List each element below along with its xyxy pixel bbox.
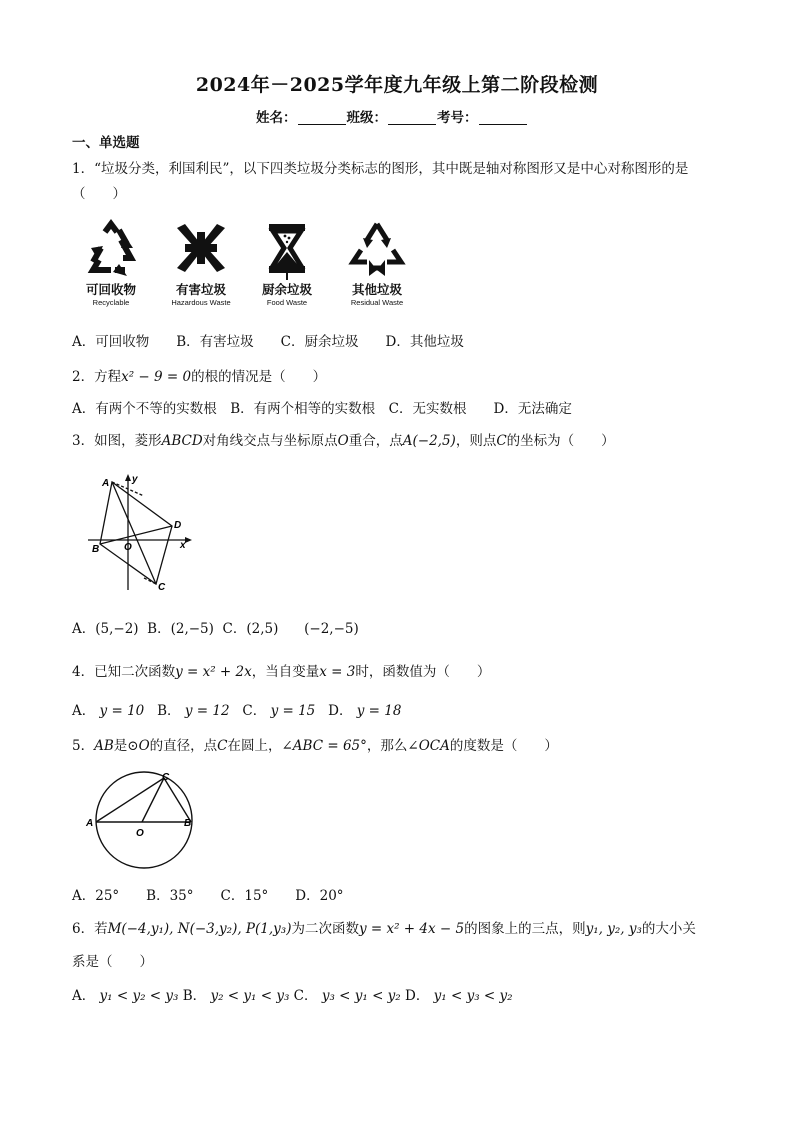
q1-icon-food	[252, 218, 322, 307]
q5-stem-text: 5．	[72, 738, 95, 754]
q5-stem	[72, 734, 558, 754]
q6-stem-cont: 系是（ ）	[72, 954, 153, 970]
q3-option-value: (2,−5)	[170, 621, 214, 637]
q2-options: A．有两个不等的实数根 B．有两个相等的实数根 C．无实数根 D．无法确定	[72, 401, 572, 417]
q3-option-letter: B．	[147, 621, 171, 637]
class-blank	[388, 110, 436, 125]
q3-point-a: A(−2,5)	[402, 433, 456, 449]
q4-option-value: y = 10	[99, 703, 145, 719]
q6-option-value: y₃ < y₁ < y₂	[321, 988, 401, 1004]
q3-rhombus-figure	[84, 468, 194, 593]
q1-stem-paren: （ ）	[72, 186, 126, 202]
q5-stem-text: 的度数是（ ）	[449, 738, 558, 754]
q3-stem	[72, 429, 615, 449]
q5-stem-text: 的直径，点	[149, 738, 218, 754]
q3-label-d: D	[174, 520, 182, 531]
q4-option-letter: C．	[242, 703, 267, 719]
exam-no-blank	[479, 110, 527, 125]
q1-icon-hazardous	[166, 218, 236, 307]
q1-icon-cn-label: 厨余垃圾	[261, 282, 312, 297]
q6-y-values: y₁, y₂, y₃	[585, 921, 642, 937]
q6-stem	[72, 917, 696, 937]
q5-label-c: C	[162, 772, 170, 783]
q3-label-o: O	[124, 542, 132, 553]
q1-icon-cn-label: 其他垃圾	[351, 282, 402, 297]
hazard-icon	[171, 218, 231, 278]
q6-option-value: y₁ < y₃ < y₂	[433, 988, 513, 1004]
q4-stem	[72, 660, 490, 680]
q3-stem-text: 的坐标为（ ）	[506, 433, 615, 449]
q6-options	[72, 984, 513, 1004]
q5-diameter-label: AB	[94, 738, 114, 754]
q6-option-letter: C．	[293, 988, 318, 1004]
q3-label-c: C	[158, 582, 166, 593]
q6-option-value: y₁ < y₂ < y₃	[99, 988, 179, 1004]
q1-icon-en-label: Residual Waste	[350, 298, 404, 307]
q3-stem-text: 对角线交点与坐标原点	[202, 433, 338, 449]
student-info-line	[256, 106, 528, 126]
page-title: 2024年－2025学年度九年级上第二阶段检测	[195, 74, 599, 96]
recycle-icon	[81, 218, 141, 278]
q3-label-x: x	[180, 540, 186, 551]
q4-option-letter: D．	[328, 703, 353, 719]
q3-options	[72, 617, 359, 637]
q6-option-letter: D．	[405, 988, 430, 1004]
q3-point-c-label: C	[496, 433, 507, 449]
q2-stem-text: 2．方程	[72, 369, 122, 385]
q1-icon-en-label: Hazardous Waste	[171, 298, 231, 307]
q6-stem-text: 的大小关	[641, 921, 696, 937]
q4-stem-text: 4．已知二次函数	[72, 664, 176, 680]
q5-angle-abc: ∠ABC = 65°	[281, 738, 367, 754]
q4-stem-text: 时，函数值为（ ）	[355, 664, 491, 680]
q4-option-letter: B．	[157, 703, 181, 719]
q3-stem-text: 3．如图，菱形	[72, 433, 162, 449]
q3-label-a: A	[102, 478, 110, 489]
q1-icon-cn-label: 有害垃圾	[175, 282, 226, 297]
q4-option-letter: A．	[72, 703, 96, 719]
q1-options: A．可回收物 B．有害垃圾 C．厨余垃圾 D．其他垃圾	[72, 334, 464, 350]
q3-option-value: (2,5)	[246, 621, 279, 637]
q3-origin-label: O	[337, 433, 349, 449]
q6-function: y = x² + 4x − 5	[358, 921, 465, 937]
class-label: 班级：	[346, 110, 387, 126]
q3-option-value: (5,−2)	[95, 621, 139, 637]
q3-rhombus-label: ABCD	[161, 433, 203, 449]
q3-stem-text: 重合，点	[348, 433, 403, 449]
q5-circle-label: ⊙O	[127, 738, 150, 754]
q5-circle-figure	[84, 768, 204, 872]
q6-stem-text: 为二次函数	[291, 921, 359, 937]
q1-stem: 1．“垃圾分类，利国利民”，以下四类垃圾分类标志的图形，其中既是轴对称图形又是中心对称图形的是	[72, 161, 689, 177]
q4-stem-text: ，当自变量	[251, 664, 320, 680]
q3-stem-text: ，则点	[455, 433, 497, 449]
q5-label-b: B	[184, 818, 192, 829]
q3-option-letter: A．	[72, 621, 96, 637]
q4-options	[72, 699, 401, 719]
q3-label-y: y	[132, 474, 138, 485]
name-blank	[298, 110, 346, 125]
q2-equation: x² − 9 = 0	[121, 369, 192, 385]
q5-stem-text: ，那么	[366, 738, 408, 754]
q3-option-letter: C．	[222, 621, 247, 637]
q4-option-value: y = 12	[184, 703, 230, 719]
q2-stem-text: 的根的情况是（ ）	[191, 369, 327, 385]
q6-option-letter: B．	[182, 988, 207, 1004]
q4-option-value: y = 18	[356, 703, 402, 719]
q3-option-value: (−2,−5)	[304, 621, 359, 637]
q5-angle-oca: ∠OCA	[407, 738, 450, 754]
q6-stem-text: 的图象上的三点，则	[464, 921, 586, 937]
q5-point-c-label: C	[217, 738, 228, 754]
name-label: 姓名：	[256, 110, 297, 126]
q1-icon-en-label: Food Waste	[266, 298, 308, 307]
q6-option-letter: A．	[72, 988, 96, 1004]
food-waste-icon	[257, 218, 317, 282]
q4-function: y = x² + 2x	[175, 664, 252, 680]
q6-points: M(−4,y₁), N(−3,y₂), P(1,y₃)	[107, 921, 292, 937]
q6-stem-text: 6．若	[72, 921, 108, 937]
q5-stem-text: 是	[113, 738, 128, 754]
q5-label-a: A	[86, 818, 94, 829]
q4-x-value: x = 3	[319, 664, 356, 680]
q1-icon-residual	[342, 218, 412, 307]
exam-no-label: 考号：	[437, 110, 478, 126]
q3-label-b: B	[92, 544, 100, 555]
residual-icon	[347, 218, 407, 278]
q1-icon-recyclable	[76, 218, 146, 307]
q5-options: A．25° B．35° C．15° D．20°	[72, 888, 344, 904]
q6-option-value: y₂ < y₁ < y₃	[210, 988, 290, 1004]
q5-stem-text: 在圆上，	[227, 738, 282, 754]
q1-icon-row	[76, 218, 436, 318]
section-heading: 一、单选题	[72, 135, 140, 151]
q4-option-value: y = 15	[270, 703, 316, 719]
q1-icon-en-label: Recyclable	[92, 298, 130, 307]
q2-stem	[72, 365, 326, 385]
q5-label-o: O	[136, 828, 144, 839]
q1-icon-cn-label: 可回收物	[85, 282, 136, 297]
